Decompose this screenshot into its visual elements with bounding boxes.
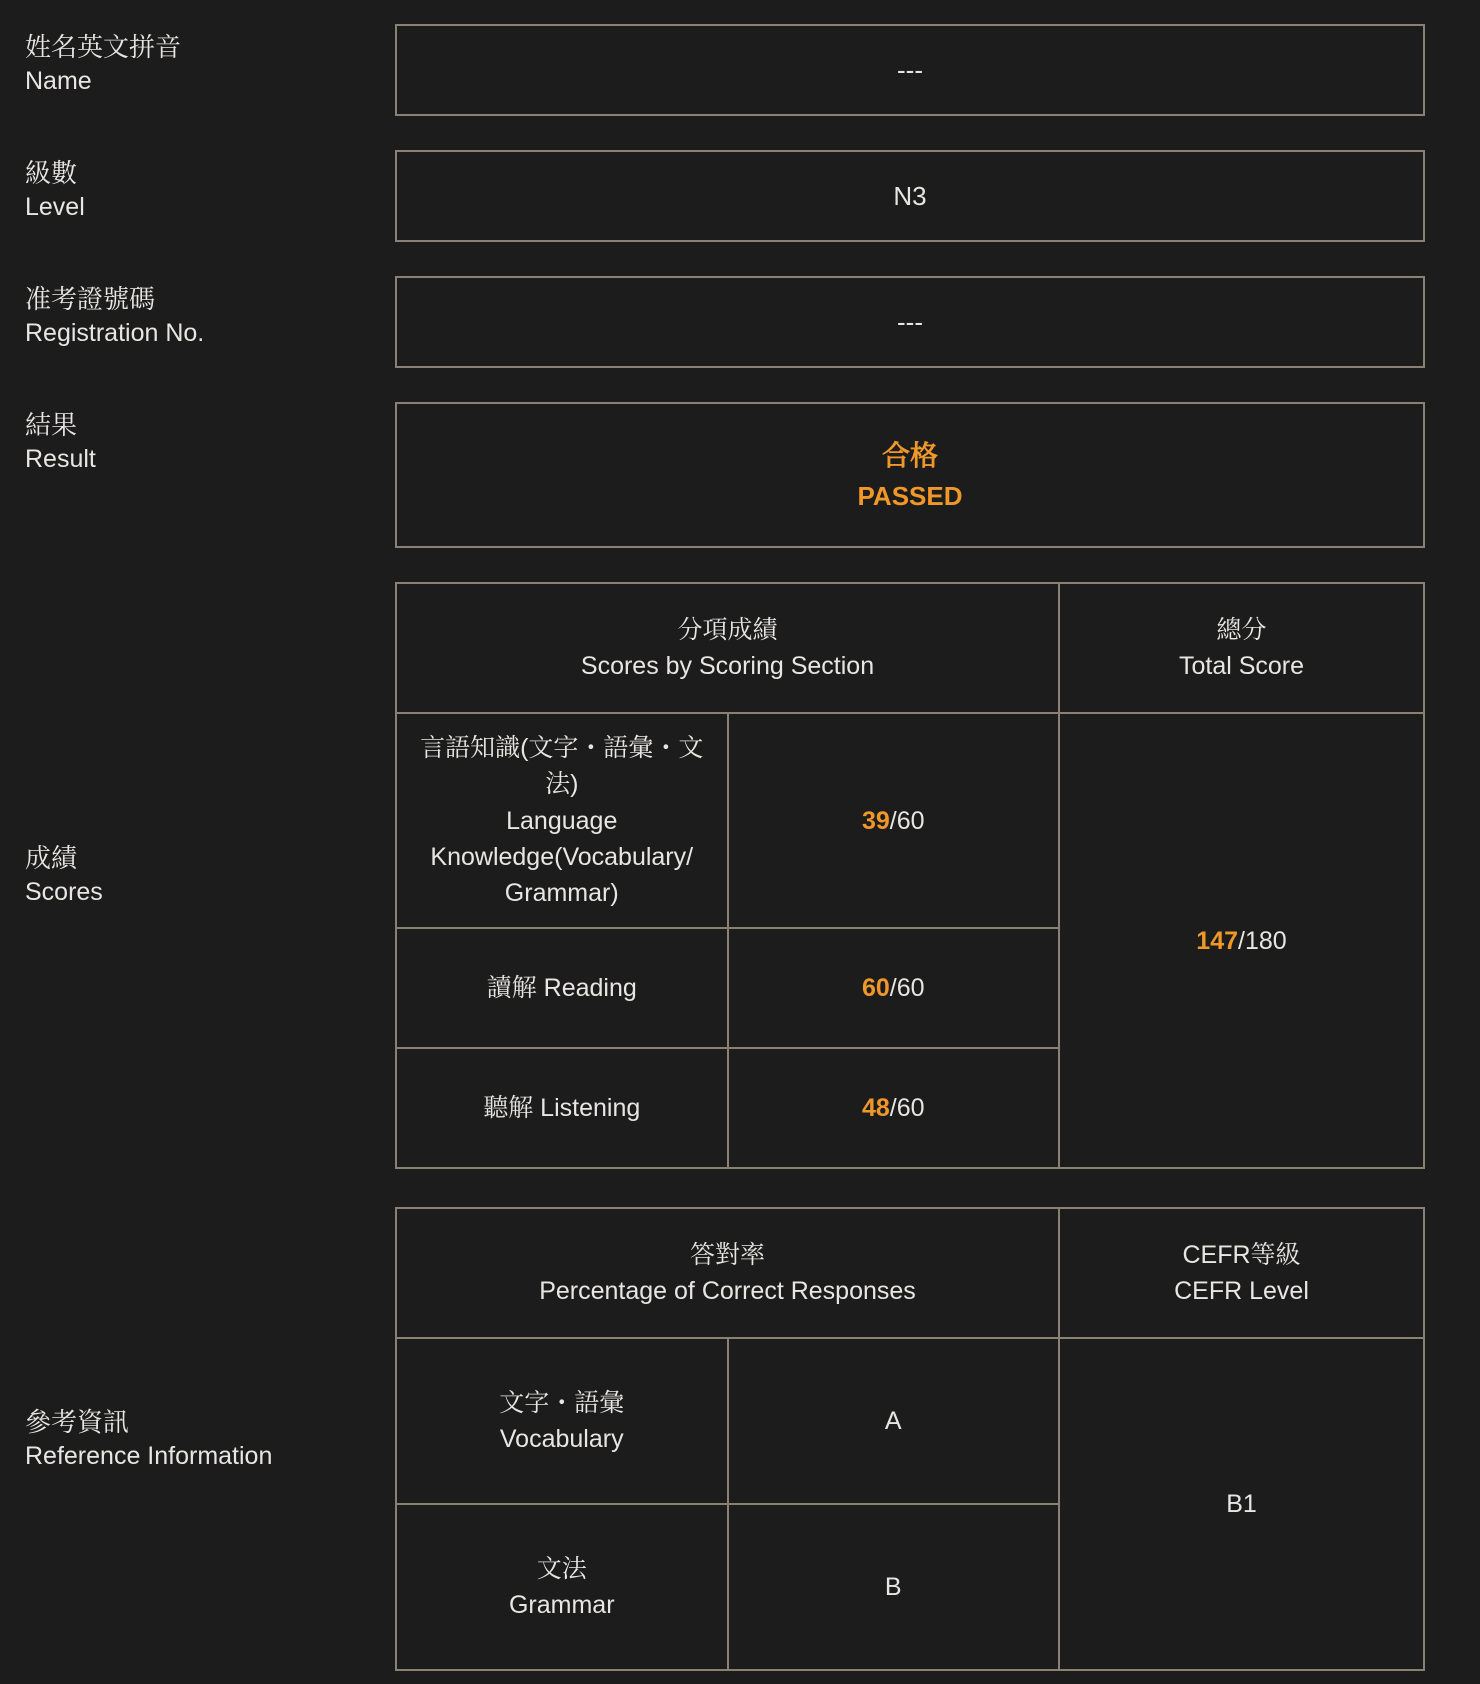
total-score-value: 147	[1196, 926, 1239, 955]
label-registration-no-jp: 准考證號碼	[25, 284, 156, 314]
field-row-registration-no	[0, 276, 1480, 368]
reference-header-cefr-jp: CEFR等級	[1182, 1241, 1301, 1269]
label-reference-information	[0, 1207, 395, 1671]
scores-section-value-listening	[728, 1048, 1060, 1168]
scores-table-header-row	[396, 583, 1424, 713]
score-value: 48	[861, 1094, 890, 1123]
label-reference-information-en: Reference Information	[25, 1441, 273, 1470]
scores-section-name-jp: 言語知識(文字・語彙・文法)	[420, 734, 704, 799]
scores-section-value-language-knowledge	[728, 713, 1060, 928]
label-name-en: Name	[25, 67, 92, 96]
label-name-jp: 姓名英文拼音	[25, 32, 182, 62]
reference-header-percentage-jp: 答對率	[689, 1241, 765, 1269]
reference-header-cefr	[1059, 1208, 1424, 1338]
reference-table	[395, 1207, 1425, 1671]
score-max: /60	[889, 974, 925, 1003]
scores-section-name-listening: 聽解 Listening	[396, 1048, 728, 1168]
scores-header-section-jp: 分項成績	[677, 615, 778, 644]
scores-section-name-language-knowledge	[396, 713, 728, 928]
scores-section-name-reading: 讀解 Reading	[396, 928, 728, 1048]
reference-section-name-en: Vocabulary	[499, 1425, 624, 1454]
reference-section-name-jp: 文字・語彙	[499, 1389, 625, 1417]
label-name	[0, 24, 395, 116]
value-name: ---	[395, 24, 1425, 116]
score-value: 39	[861, 806, 890, 835]
reference-header-cefr-en: CEFR Level	[1174, 1277, 1309, 1306]
reference-section-name-grammar	[396, 1504, 728, 1670]
reference-header-percentage	[396, 1208, 1059, 1338]
field-row-result	[0, 402, 1480, 548]
label-registration-no	[0, 276, 395, 368]
field-row-name	[0, 24, 1480, 116]
field-row-reference-information	[0, 1207, 1480, 1671]
reference-table-header-row	[396, 1208, 1424, 1338]
scores-header-section-en: Scores by Scoring Section	[580, 652, 875, 680]
reference-section-name-jp: 文法	[536, 1555, 587, 1583]
label-registration-no-en: Registration No.	[25, 319, 205, 348]
label-level-jp: 級數	[25, 158, 78, 188]
value-level: N3	[395, 150, 1425, 242]
result-status-jp: 合格	[881, 439, 938, 471]
table-row	[396, 1338, 1424, 1504]
table-row	[396, 713, 1424, 928]
reference-header-percentage-en: Percentage of Correct Responses	[539, 1277, 916, 1306]
scores-header-total	[1059, 583, 1424, 713]
scores-table	[395, 582, 1425, 1169]
value-result	[395, 402, 1425, 548]
total-score-max: /180	[1238, 926, 1287, 955]
score-max: /60	[889, 1094, 925, 1123]
scores-section-name-en: Language Knowledge(Vocabulary/ Grammar)	[430, 806, 694, 907]
label-result	[0, 402, 395, 548]
scores-section-value-reading	[728, 928, 1060, 1048]
scores-total-value	[1059, 713, 1424, 1168]
reference-section-grade-grammar: B	[728, 1504, 1060, 1670]
scores-header-total-jp: 總分	[1216, 615, 1267, 644]
label-scores	[0, 582, 395, 1169]
scores-header-section	[396, 583, 1059, 713]
result-status-en: PASSED	[857, 480, 963, 511]
label-level	[0, 150, 395, 242]
label-scores-en: Scores	[25, 878, 103, 907]
reference-section-name-en: Grammar	[508, 1591, 615, 1620]
scores-header-total-en: Total Score	[1178, 652, 1305, 680]
reference-section-grade-vocabulary: A	[728, 1338, 1060, 1504]
reference-cefr-level-value: B1	[1059, 1338, 1424, 1670]
value-registration-no: ---	[395, 276, 1425, 368]
label-reference-information-jp: 參考資訊	[25, 1406, 130, 1437]
field-row-scores	[0, 582, 1480, 1169]
score-max: /60	[889, 806, 925, 835]
label-level-en: Level	[25, 193, 85, 222]
label-result-jp: 結果	[25, 410, 78, 440]
score-value: 60	[861, 974, 890, 1003]
field-row-level	[0, 150, 1480, 242]
reference-section-name-vocabulary	[396, 1338, 728, 1504]
label-result-en: Result	[25, 445, 96, 474]
label-scores-jp: 成績	[25, 843, 78, 874]
